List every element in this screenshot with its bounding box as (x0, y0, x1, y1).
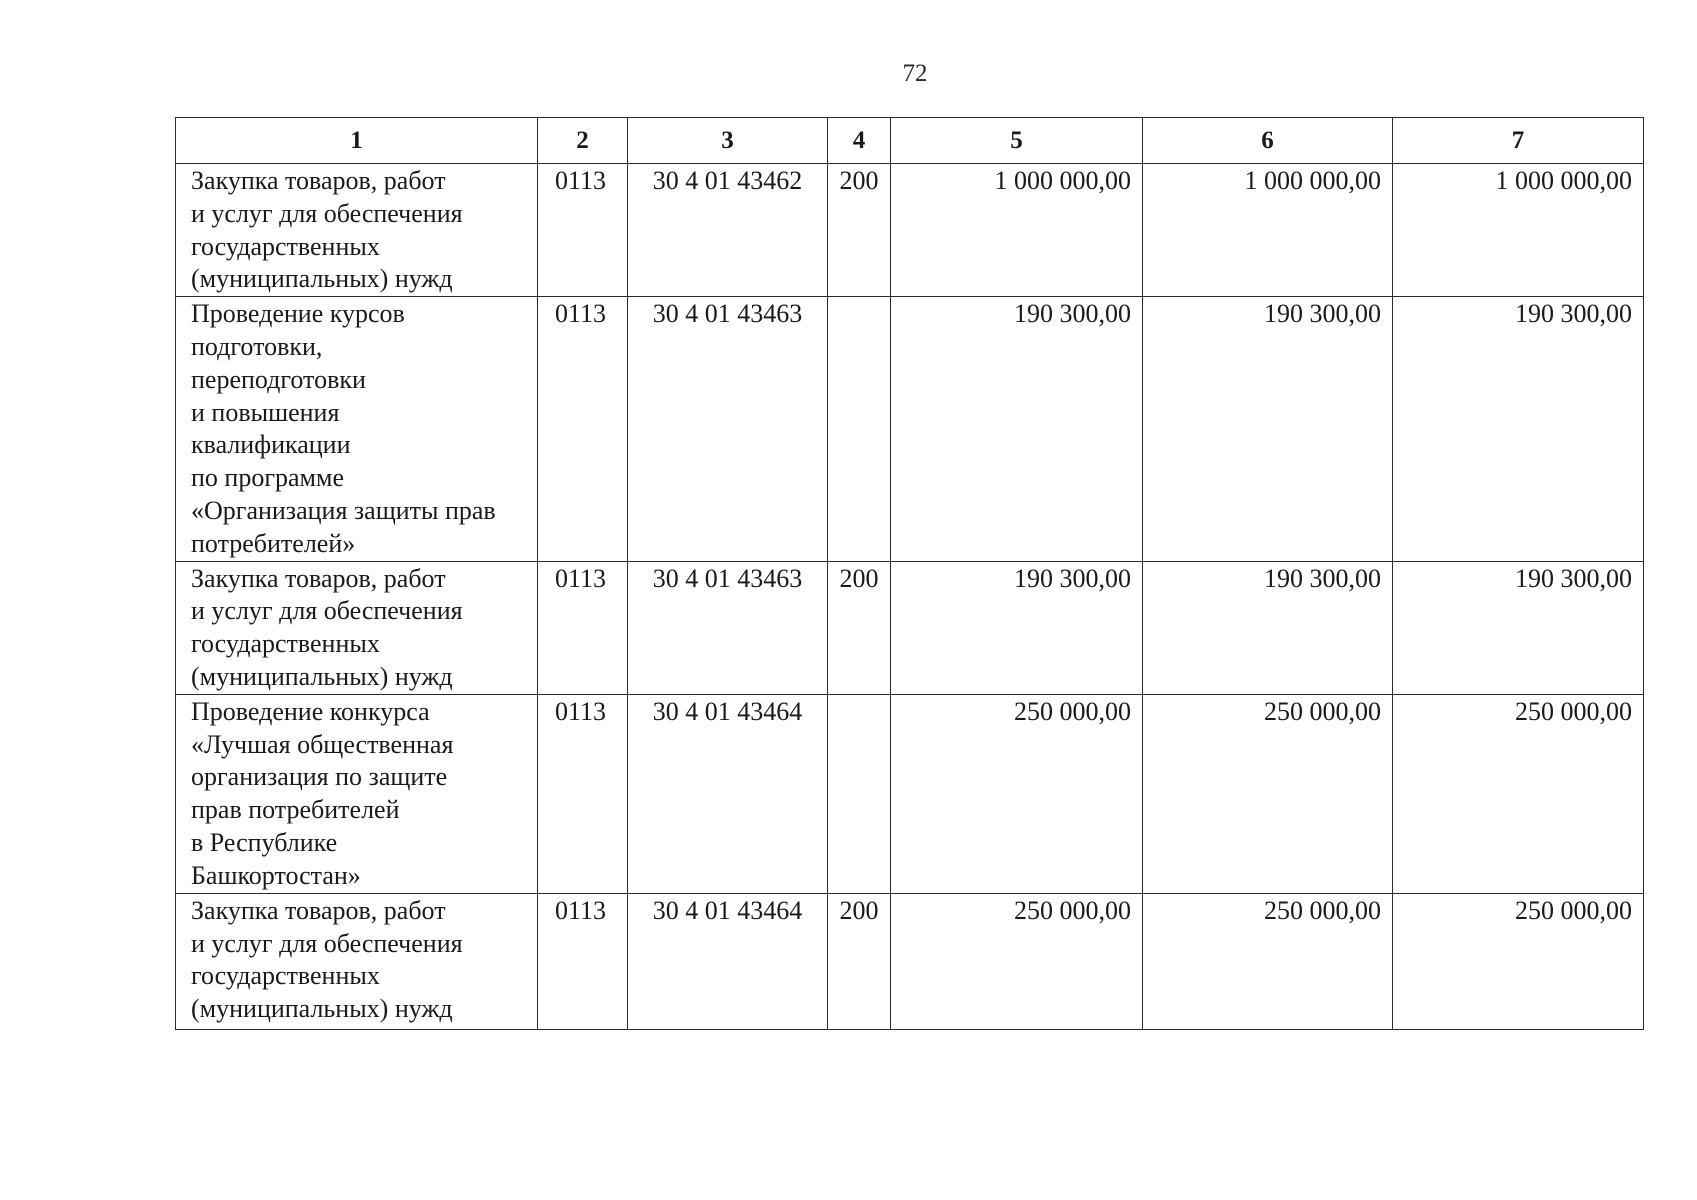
header-col-6: 6 (1143, 118, 1393, 164)
row-section: 0113 (538, 561, 628, 694)
table-row (176, 164, 1644, 297)
row-type: 200 (828, 561, 891, 694)
row-value-3: 190 300,00 (1393, 561, 1644, 694)
row-value-2: 250 000,00 (1143, 893, 1393, 1029)
row-target: 30 4 01 43464 (628, 694, 828, 893)
header-col-2: 2 (538, 118, 628, 164)
row-section: 0113 (538, 164, 628, 297)
row-value-3: 250 000,00 (1393, 694, 1644, 893)
row-target: 30 4 01 43464 (628, 893, 828, 1029)
row-section: 0113 (538, 694, 628, 893)
row-target: 30 4 01 43463 (628, 297, 828, 561)
row-value-3: 190 300,00 (1393, 297, 1644, 561)
header-col-7: 7 (1393, 118, 1644, 164)
header-row (176, 118, 1644, 164)
row-name: Закупка товаров, работ и услуг для обеспечения государственных (муниципальных) нужд (176, 893, 538, 1029)
row-value-2: 250 000,00 (1143, 694, 1393, 893)
budget-table (175, 117, 1644, 1030)
header-col-4: 4 (828, 118, 891, 164)
row-target: 30 4 01 43462 (628, 164, 828, 297)
row-value-1: 190 300,00 (891, 561, 1143, 694)
row-value-3: 1 000 000,00 (1393, 164, 1644, 297)
row-value-3: 250 000,00 (1393, 893, 1644, 1029)
table-row (176, 561, 1644, 694)
row-target: 30 4 01 43463 (628, 561, 828, 694)
row-value-1: 250 000,00 (891, 694, 1143, 893)
table-row (176, 893, 1644, 1029)
table-header (176, 118, 1644, 164)
row-value-2: 190 300,00 (1143, 561, 1393, 694)
header-col-1: 1 (176, 118, 538, 164)
row-value-1: 190 300,00 (891, 297, 1143, 561)
table-row (176, 694, 1644, 893)
row-section: 0113 (538, 893, 628, 1029)
row-name: Закупка товаров, работ и услуг для обеспечения государственных (муниципальных) нужд (176, 164, 538, 297)
row-section: 0113 (538, 297, 628, 561)
table-body (176, 164, 1644, 1030)
row-type: 200 (828, 893, 891, 1029)
row-value-1: 250 000,00 (891, 893, 1143, 1029)
row-value-2: 1 000 000,00 (1143, 164, 1393, 297)
header-col-5: 5 (891, 118, 1143, 164)
row-type: 200 (828, 164, 891, 297)
table-row (176, 297, 1644, 561)
header-col-3: 3 (628, 118, 828, 164)
row-type (828, 297, 891, 561)
row-name: Проведение курсов подготовки, переподготовки и повышения квалификации по программе «Организация защиты прав потребителей» (176, 297, 538, 561)
row-type (828, 694, 891, 893)
row-name: Закупка товаров, работ и услуг для обеспечения государственных (муниципальных) нужд (176, 561, 538, 694)
row-name: Проведение конкурса «Лучшая общественная организация по защите прав потребителей в Республике Башкортостан» (176, 694, 538, 893)
row-value-2: 190 300,00 (1143, 297, 1393, 561)
row-value-1: 1 000 000,00 (891, 164, 1143, 297)
page-number: 72 (902, 60, 928, 87)
